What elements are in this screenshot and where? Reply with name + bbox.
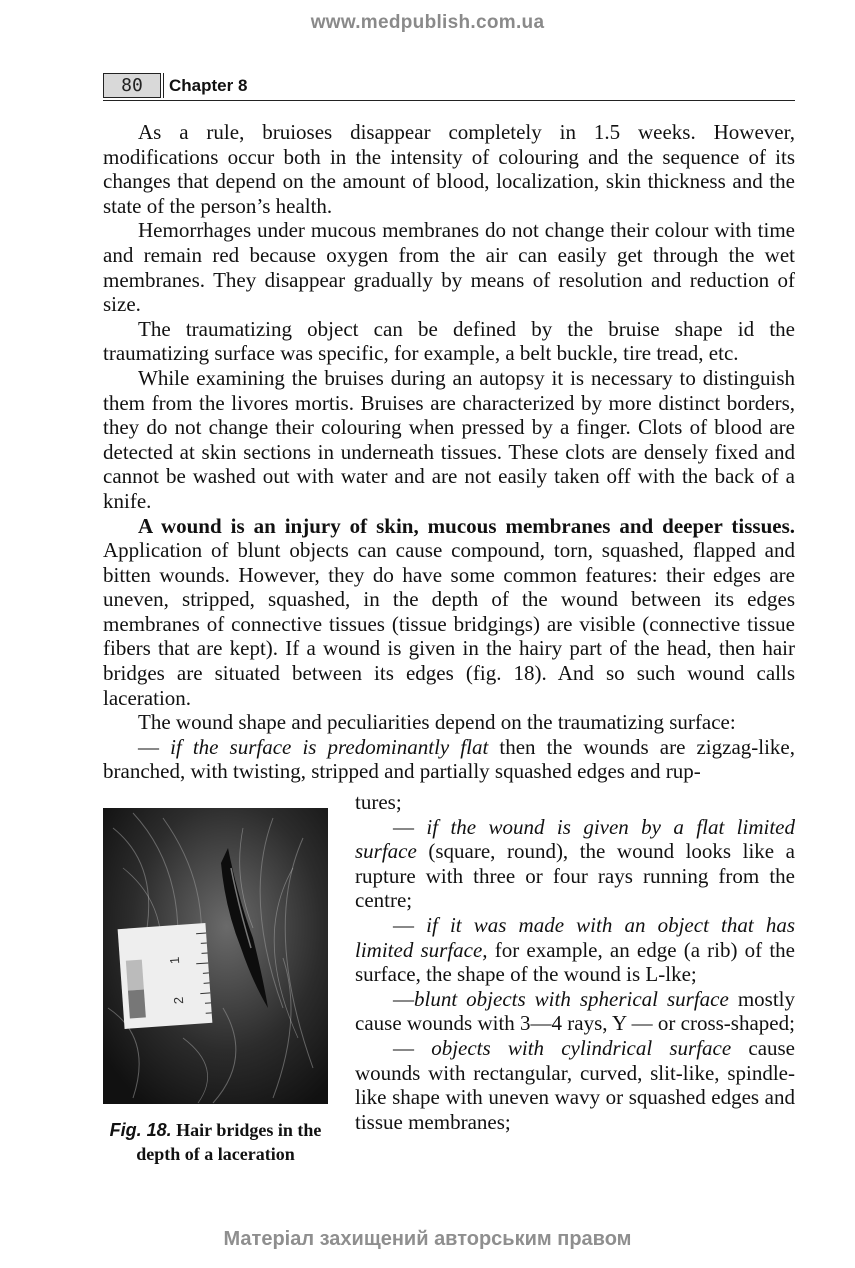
- paragraph: Hemorrhages under mucous membranes do not change their colour with time and remain red because oxygen from the air can easily get through the wet membranes. They disappear gradually by means of resolution and reduction of size.: [103, 218, 795, 317]
- list-item-emphasis: objects with cylindrical surface: [431, 1035, 732, 1060]
- list-item-text: then the wounds are zigzag-like, branched, with twisting, stripped and partially squashed edges and rup-: [103, 734, 795, 784]
- list-item-emphasis: if it was made with an object that has limited surface,: [355, 912, 795, 962]
- list-item-continuation: tures;: [355, 790, 402, 814]
- figure-caption-text: Hair bridges in the depth of a laceration: [136, 1120, 322, 1164]
- wound-description: Application of blunt objects can cause compound, torn, squashed, flapped and bitten wounds. However, they do have some common features: their edges are uneven, stripped, squashed, in the depth of the wound between its edges membranes of connective tissues (tissue bridgings) are visible (connective tissue fibers that are kept). If a wound is given in the hairy part of the head, then hair bridges are situated between its edges (fig. 18). And so such wound calls laceration.: [103, 538, 795, 710]
- paragraph: While examining the bruises during an autopsy it is necessary to distinguish them from the livores mortis. Bruises are characterized by more distinct borders, they do not change their colouring when pressed by a finger. Clots of blood are detected at skin sections in underneath tissues. These clots are densely fixed and cannot be washed out with water and are not easily taken off with the back of a knife.: [103, 365, 795, 513]
- figure-caption: [103, 1118, 328, 1166]
- list-item: [355, 913, 795, 987]
- body-text: [103, 120, 795, 784]
- list-item-emphasis: if the surface is predominantly flat: [170, 734, 489, 759]
- ruler-mark-1: 1: [166, 956, 183, 965]
- side-column-text: [355, 790, 795, 1134]
- watermark-url: www.medpublish.com.ua: [310, 12, 545, 33]
- paragraph: As a rule, bruioses disappear completely in 1.5 weeks. However, modifications occur both in the intensity of colouring and the sequence of its changes that depend on the amount of blood, localization, skin thickness and the state of the person’s health.: [103, 120, 795, 218]
- dash: —: [393, 814, 427, 839]
- page-number: 80: [103, 73, 161, 98]
- wound-definition: A wound is an injury of skin, mucous membranes and deeper tissues.: [138, 513, 795, 538]
- ruler-mark-2: 2: [170, 996, 187, 1005]
- list-item-text: mostly cause wounds with 3—4 rays, Y — or cross-shaped;: [355, 986, 795, 1036]
- ruler-scale: [118, 923, 213, 1029]
- shape-intro: The wound shape and peculiarities depend on the traumatizing surface:: [138, 710, 736, 735]
- dash: —: [138, 734, 171, 759]
- wound-definition-paragraph: [103, 514, 795, 711]
- list-item-text: for example, an edge (a rib) of the surface, the shape of the wound is L-lke;: [355, 937, 795, 987]
- figure-label: Fig. 18.: [109, 1120, 172, 1140]
- list-item: [103, 735, 795, 784]
- list-item: [355, 815, 795, 913]
- list-item-emphasis: if the wound is given by a flat limited surface: [355, 814, 796, 864]
- chapter-title: Chapter 8: [163, 73, 247, 98]
- list-item-text: (square, round), the wound looks like a rupture with three or four rays running from the centre;: [355, 839, 795, 913]
- dash: —: [393, 986, 414, 1011]
- laceration-photo: [103, 808, 328, 1104]
- list-item: [355, 987, 795, 1036]
- list-item-text: cause wounds with rectangular, curved, slit-like, spindle-like shape with uneven wavy or squashed edges and tissue membranes;: [355, 1035, 796, 1134]
- dash: —: [393, 1035, 432, 1060]
- dash: —: [393, 912, 427, 937]
- paragraph: The traumatizing object can be defined by the bruise shape id the traumatizing surface was specific, for example, a belt buckle, tire tread, etc.: [103, 316, 795, 366]
- page-header: [103, 72, 795, 101]
- copyright-watermark: Матеріал захищений авторським правом: [223, 1228, 632, 1250]
- list-item: [355, 1036, 795, 1134]
- figure-18: [103, 808, 328, 1166]
- list-item-emphasis: blunt objects with spherical surface: [414, 986, 729, 1011]
